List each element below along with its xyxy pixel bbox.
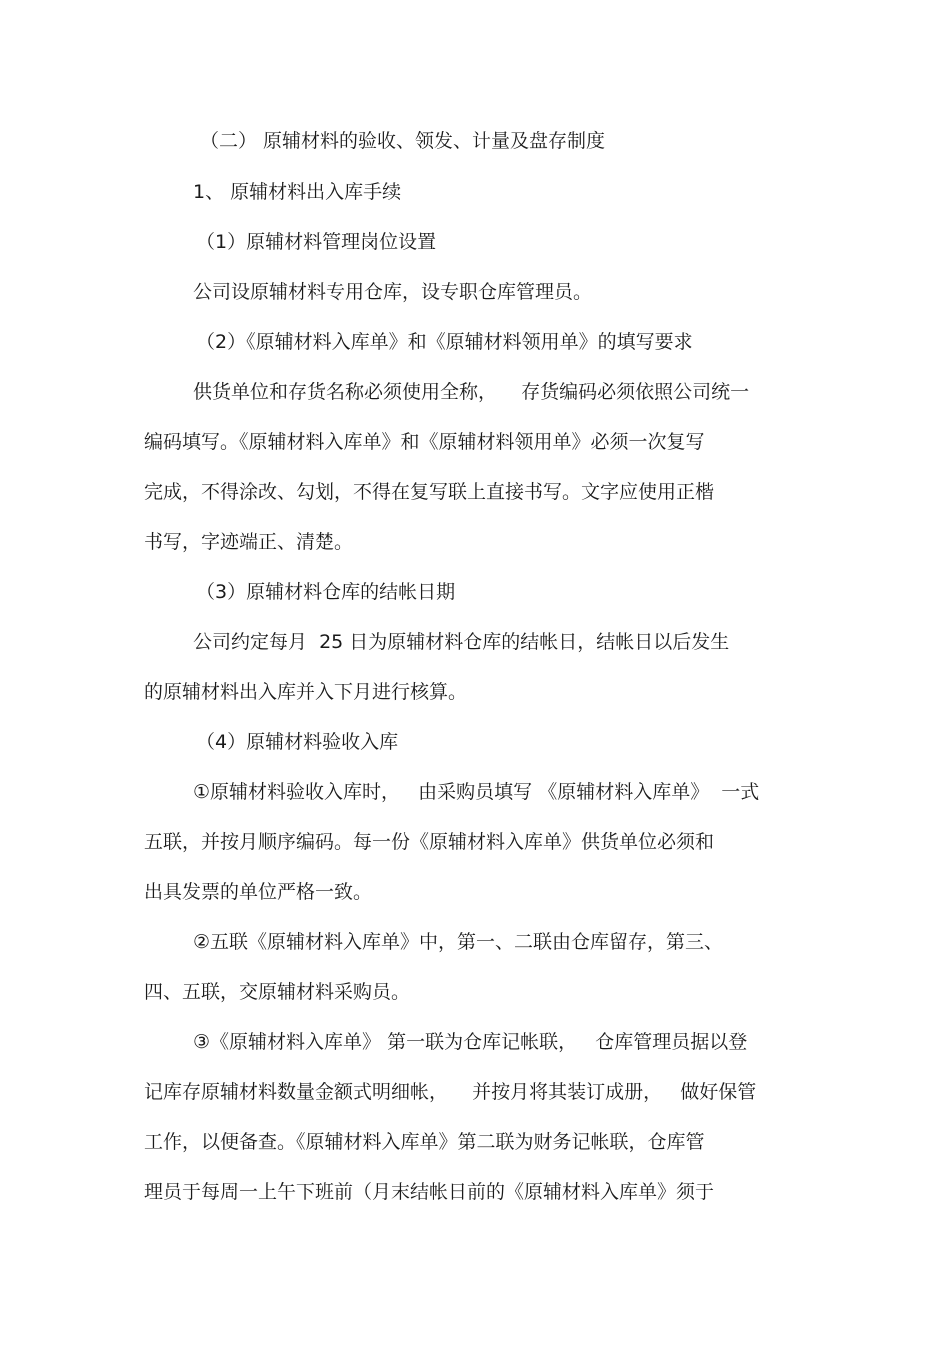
paragraph-line: 的原辅材料出入库并入下月进行核算。: [144, 681, 468, 703]
paragraph-line: 四、五联，交原辅材料采购员。: [144, 981, 411, 1003]
paragraph-line: 书写，字迹端正、清楚。: [144, 531, 354, 553]
item-heading: （3）原辅材料仓库的结帐日期: [196, 581, 456, 603]
paragraph-line: ②五联《原辅材料入库单》中，第一、二联由仓库留存，第三、: [193, 931, 724, 953]
section-heading: （二） 原辅材料的验收、领发、计量及盘存制度: [200, 130, 606, 152]
subsection-heading: 1、 原辅材料出入库手续: [193, 181, 402, 203]
paragraph-line: 编码填写。《原辅材料入库单》和《原辅材料领用单》必须一次复写: [144, 431, 705, 453]
item-heading: （2）《原辅材料入库单》和《原辅材料领用单》的填写要求: [196, 331, 693, 353]
item-heading: （1）原辅材料管理岗位设置: [196, 231, 437, 253]
item-heading: （4）原辅材料验收入库: [196, 731, 399, 753]
paragraph-line: 理员于每周一上午下班前（月末结帐日前的《原辅材料入库单》须于: [144, 1181, 715, 1203]
paragraph-line: ①原辅材料验收入库时， 由采购员填写 《原辅材料入库单》 一式: [193, 781, 760, 803]
paragraph-line: 公司约定每月 25 日为原辅材料仓库的结帐日，结帐日以后发生: [193, 631, 730, 653]
paragraph-line: 工作，以便备查。《原辅材料入库单》第二联为财务记帐联，仓库管: [144, 1131, 705, 1153]
paragraph-line: 出具发票的单位严格一致。: [144, 881, 373, 903]
paragraph-line: 公司设原辅材料专用仓库，设专职仓库管理员。: [193, 281, 593, 303]
paragraph-line: ③《原辅材料入库单》 第一联为仓库记帐联， 仓库管理员据以登: [193, 1031, 748, 1053]
paragraph-line: 记库存原辅材料数量金额式明细帐， 并按月将其装订成册， 做好保管: [144, 1081, 757, 1103]
paragraph-line: 供货单位和存货名称必须使用全称， 存货编码必须依照公司统一: [193, 381, 750, 403]
paragraph-line: 五联，并按月顺序编码。每一份《原辅材料入库单》供货单位必须和: [144, 831, 715, 853]
paragraph-line: 完成，不得涂改、勾划，不得在复写联上直接书写。文字应使用正楷: [144, 481, 715, 503]
